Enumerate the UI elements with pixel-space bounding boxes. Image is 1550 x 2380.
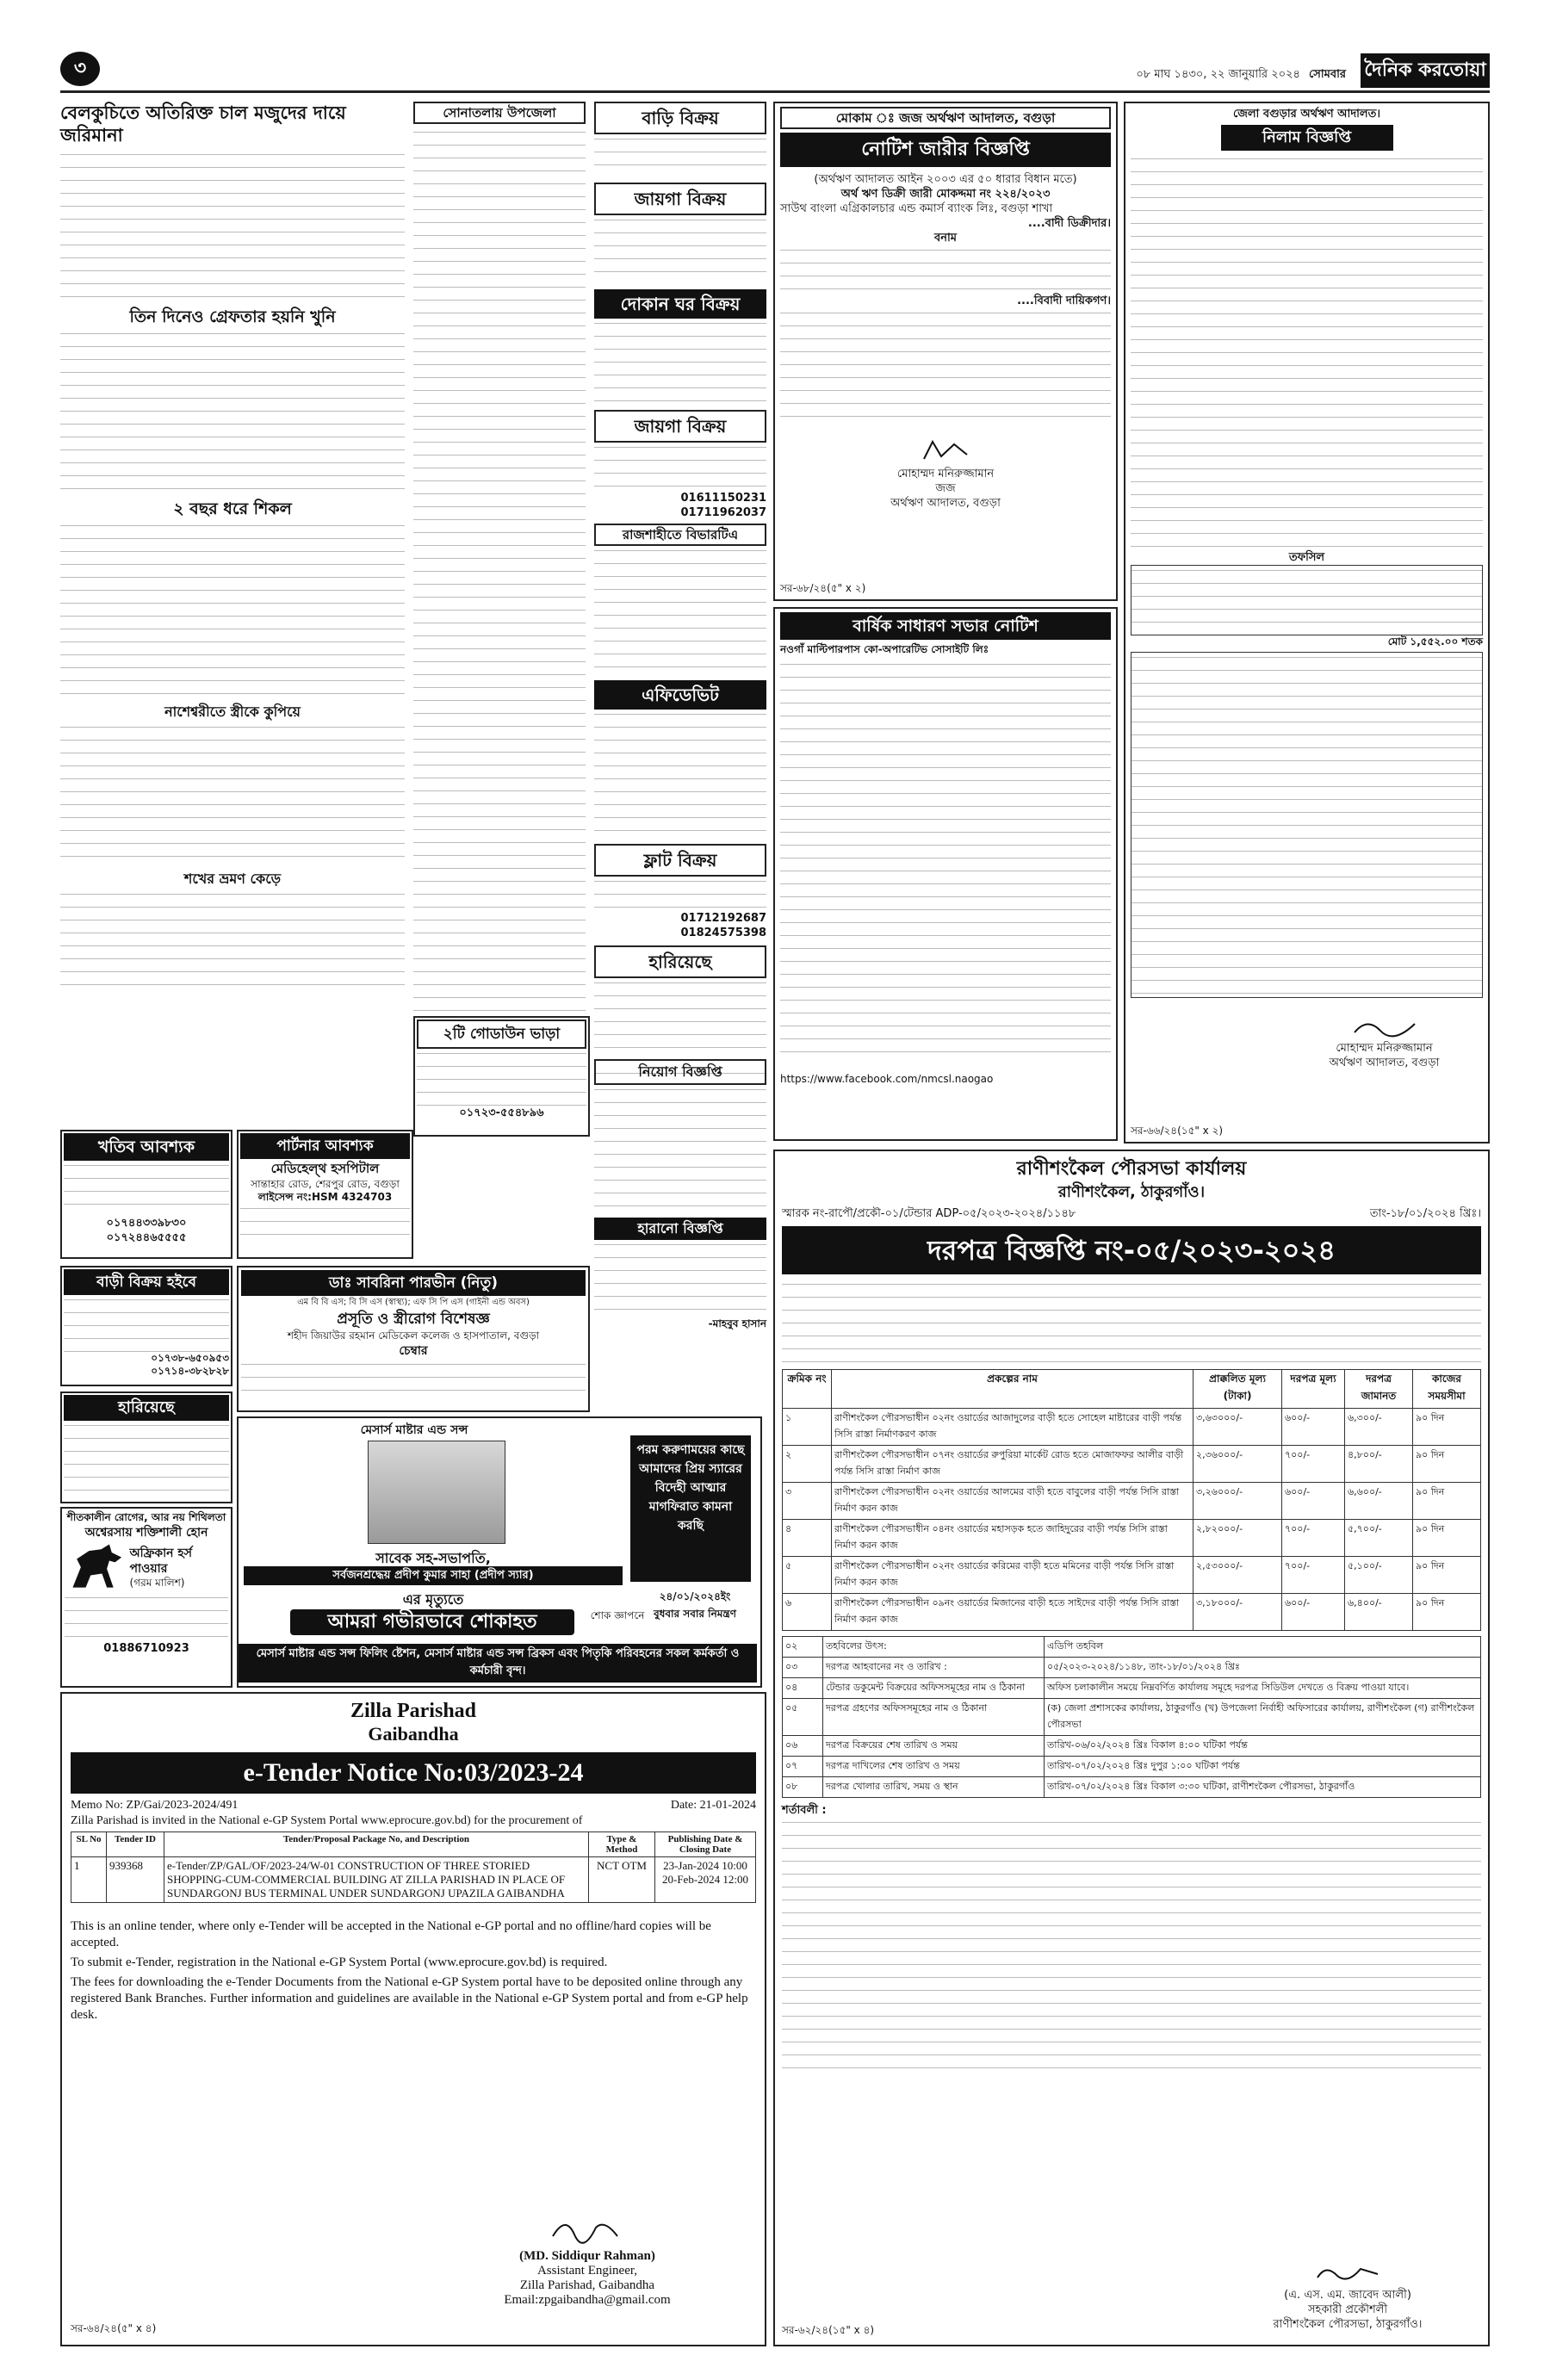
cell: ৪,৮০০/- (1345, 1446, 1413, 1483)
headline-story5: শখের ভ্রমণ কেড়ে (183, 871, 282, 887)
cell: ৯০ দিন (1413, 1446, 1481, 1483)
cell: ৭০০/- (1282, 1520, 1345, 1557)
nilam-top: জেলা বগুড়ার অর্থঋণ আদালত। (1232, 108, 1381, 121)
court-body (780, 245, 1111, 294)
nilam-schedule-body (1131, 652, 1483, 998)
etender-signature-block (441, 2210, 734, 2308)
horse-sub: (গরম মালিশ) (129, 1576, 185, 1589)
nilam-signature-block (1286, 1015, 1483, 1070)
col-header: Type & Method (589, 1832, 655, 1857)
doctor-name: ডাঃ সাবরিনা পারভীন (নিতু) (241, 1270, 586, 1296)
cell: 1 (71, 1857, 107, 1903)
table-row (783, 1594, 1481, 1631)
cell: ৫,৭০০/- (1345, 1520, 1413, 1557)
sign-name: মোহাম্মদ মনিরুজ্জামান (896, 468, 995, 480)
table-row (783, 1637, 1481, 1658)
cell: ৬০০/- (1282, 1483, 1345, 1520)
horse-line2: অশ্বেরসায় শক্তিশালী হোন (84, 1526, 208, 1540)
cell: ৭০০/- (1282, 1446, 1345, 1483)
etender-para3: The fees for downloading the e-Tender Documents from the National e-GP System portal have to be deposited online through any registered Bank Branches. Further information and guidelines are available in the National e-GP System portal and from e-GP help desk. (71, 1975, 748, 2022)
table-header-row (783, 1370, 1481, 1409)
court-decree-holder: ....বাদী ডিক্রীদার। (1027, 217, 1111, 230)
classifieds-column-lower (594, 1059, 766, 1378)
cell: ৬,৪০০/- (1345, 1594, 1413, 1631)
agm-body (780, 660, 1111, 1064)
cell: ৯০ দিন (1413, 1594, 1481, 1631)
cell: e-Tender/ZP/GAL/OF/2023-24/W-01 CONSTRUCTION OF THREE STORIED SHOPPING-CUM-COMMERCIAL BUILDING AT ZILLA PARISHAD IN PLACE OF SUNDARGONJ BUS TERMINAL UNDER SUNDARGONJ UPAZILA GAIBANDHA (164, 1857, 589, 1903)
cell: ৩,১৮০০০/- (1194, 1594, 1282, 1631)
horse-product: অফ্রিকান হর্স পাওয়ার (129, 1546, 192, 1576)
cell: রাণীশংকৈল পৌরসভাধীন ০২নং ওয়ার্ডের করিমের বাড়ী হতে মমিনের বাড়ী পর্যন্ত সিসি রাস্তা নির্মাণ করন কাজ (832, 1557, 1194, 1594)
conditions-title: শর্তাবলী : (782, 1804, 827, 1817)
horse-phone: 01886710923 (103, 1642, 189, 1655)
table-row (71, 1857, 756, 1903)
classifieds-column (594, 102, 766, 1135)
ad-title: হারানো বিজ্ঞপ্তি (594, 1218, 766, 1240)
ad-phone: ০১৭২৪৪৬৫৫৫৫ (106, 1231, 187, 1244)
sign-name: (MD. Siddiqur Rahman) (519, 2249, 655, 2263)
court-case: অর্থ ঋণ ডিক্রী জারী মোকদ্দমা নং ২২৪/২০২৩ (840, 188, 1051, 201)
agm-title: বার্ষিক সাধারণ সভার নোটিশ (780, 612, 1111, 640)
cell: অফিস চলাকালীন সময়ে নিম্নবর্ণিত কার্যালয় সমূহে দরপত্র সিডিউল দেখতে ও বিক্রয় পাওয়া যাবে। (1045, 1678, 1481, 1699)
horse-icon (65, 1541, 130, 1593)
cell: ২ (783, 1446, 832, 1483)
cell: 23-Jan-2024 10:00 20-Feb-2024 12:00 (655, 1857, 756, 1903)
cell: ৭০০/- (1282, 1557, 1345, 1594)
cell: ৪ (783, 1520, 832, 1557)
cell: ৬,৬০০/- (1345, 1483, 1413, 1520)
court-notice (773, 102, 1118, 601)
cell: এডিপি তহবিল (1045, 1637, 1481, 1658)
ad-ref: সর-৬২/২৪(১৫" x ৪) (782, 2324, 875, 2336)
story-body (60, 329, 405, 497)
rajshahi-headline: রাজশাহীতে বিভারটিএ (594, 524, 766, 546)
cell: তারিখ-০৭/০২/২০২৪ খ্রিঃ দুপুর ১:০০ ঘটিকা পর্যন্ত (1045, 1757, 1481, 1777)
ad-phone: ০১৭১৪-৩৮২৮২৮ (151, 1365, 229, 1377)
ad-title: এফিডেভিট (594, 680, 766, 710)
news-column-2 (413, 102, 586, 1032)
cell: ৬০০/- (1282, 1594, 1345, 1631)
court-body (780, 308, 1111, 429)
conditions-body (782, 1818, 1481, 2076)
nilam-schedule-body (1131, 565, 1483, 635)
cell: ০৪ (783, 1678, 823, 1699)
page-number-badge: ৩ (60, 52, 100, 86)
cell: ০২ (783, 1637, 823, 1658)
nilam-body (1131, 154, 1483, 550)
etender-table (71, 1831, 756, 1903)
cell: রাণীশংকৈল পৌরসভাধীন ০২নং ওয়ার্ডের আলমের বাড়ী হতে বাবুলের বাড়ী পর্যন্ত সিসি রাস্তা নির্মাণ করন কাজ (832, 1483, 1194, 1520)
sign-org: Zilla Parishad, Gaibandha (519, 2278, 655, 2292)
story-body (60, 722, 405, 869)
cell: ৩ (783, 1483, 832, 1520)
cell: ২,৩৬০০০/- (1194, 1446, 1282, 1483)
cell: রাণীশংকৈল পৌরসভাধীন ০৪নং ওয়ার্ডের মহাসড়ক হতে জাহিদুরের বাড়ী পর্যন্ত সিসি রাস্তা নির্মাণ করন কাজ (832, 1520, 1194, 1557)
ad-title: হারিয়েছে (64, 1395, 229, 1421)
sign-name: মোহাম্মদ মনিরুজ্জামান (1336, 1042, 1433, 1055)
condolence-ad (237, 1416, 762, 1688)
doctor-degree: এম বি বি এস; বি সি এস (স্বাস্থ্য); এফ সি পি এস (গাইনী এন্ড অবস) (297, 1298, 530, 1307)
story-body (60, 521, 405, 702)
portrait-photo (368, 1441, 505, 1544)
col-header: Tender ID (107, 1832, 164, 1857)
cell: ২,৮২০০০/- (1194, 1520, 1282, 1557)
tender-info-table (782, 1636, 1481, 1798)
cell: তারিখ-০৬/০২/২০২৪ খ্রিঃ বিকাল ৪:০০ ঘটিকা পর্যন্ত (1045, 1736, 1481, 1757)
condolence-bottom: মেসার্স মাষ্টার এন্ড সন্স ফিলিং ষ্টেশন, মেসার্স মাষ্টার এন্ড সন্স ব্রিকস এবং পিতৃকি পরিবহনের সকল কর্মকর্তা ও কর্মচারী বৃন্দ। (239, 1644, 757, 1683)
ad-phone: 01712192687 (680, 912, 766, 925)
ad-partner (237, 1130, 413, 1259)
pourashava-signature-block (1223, 2262, 1472, 2332)
etender-title: e-Tender Notice No:03/2023-24 (71, 1752, 756, 1794)
ad-phone: 01611150231 (680, 492, 766, 505)
signature-mark (920, 437, 971, 463)
ad-body (594, 319, 766, 405)
table-row (783, 1520, 1481, 1557)
etender-org1: Zilla Parishad (350, 1700, 477, 1722)
etender-intro: Zilla Parishad is invited in the National e-GP System Portal www.eprocure.gov.bd) for the procurement of (71, 1814, 583, 1827)
cell: ৫,১০০/- (1345, 1557, 1413, 1594)
story-body (60, 150, 405, 305)
doctor-chamber: চেম্বার (399, 1344, 428, 1358)
ad-title: জায়গা বিক্রয় (594, 183, 766, 215)
cell: দরপত্র দাখিলের শেষ তারিখ ও সময় (823, 1757, 1045, 1777)
headline-story2: তিন দিনেও গ্রেফতার হয়নি খুনি (129, 307, 336, 326)
ad-title: খতিব আবশ্যক (64, 1133, 229, 1161)
sign-role: অর্থঋণ আদালত, বগুড়া (1329, 1057, 1440, 1069)
table-row (783, 1557, 1481, 1594)
nilam-total: মোট ১,৫৫২.০০ শতক (1387, 635, 1483, 648)
cell: ৩,৬৩০০০/- (1194, 1409, 1282, 1446)
pourashava-memo: স্মারক নং-রাপৌ/প্রকৌ-০১/টেন্ডার ADP-০৫/২০২৩-২০২৪/১১৪৮ (782, 1207, 1076, 1220)
cell: ৯০ দিন (1413, 1520, 1481, 1557)
ad-title: পার্টনার আবশ্যক (240, 1133, 410, 1159)
page-header (60, 50, 1490, 93)
table-row (783, 1409, 1481, 1446)
auction-notice (1124, 102, 1490, 1144)
cell: NCT OTM (589, 1857, 655, 1903)
ad-title: বাড়ি বিক্রয় (594, 102, 766, 134)
col-header: Tender/Proposal Package No, and Description (164, 1832, 589, 1857)
col-header: কাজের সময়সীমা (1413, 1370, 1481, 1409)
ad-phone: 01824575398 (680, 927, 766, 939)
ad-hariyeche (60, 1391, 232, 1503)
cell: ৩,২৬০০০/- (1194, 1483, 1282, 1520)
ad-body (64, 1161, 229, 1216)
cell: ২,৫৩০০০/- (1194, 1557, 1282, 1594)
header-date: ০৮ মাঘ ১৪৩০, ২২ জানুয়ারি ২০২৪ (1136, 68, 1300, 81)
header-day: সোমবার (1309, 68, 1347, 81)
signature-mark (1313, 2262, 1382, 2284)
agm-org: নওগাঁ মাল্টিপারপাস কো-অপারেটিভ সোসাইটি লিঃ (780, 643, 989, 655)
col-header: দরপত্র মূল্য (1282, 1370, 1345, 1409)
ad-title: বাড়ী বিক্রয় হইবে (64, 1269, 229, 1295)
court-signature-block (780, 437, 1111, 511)
nilam-title: নিলাম বিজ্ঞপ্তি (1221, 125, 1393, 151)
sign-role: সহকারী প্রকৌশলী (1307, 2303, 1388, 2316)
col-header: প্রকল্পের নাম (832, 1370, 1194, 1409)
pourashava-title: দরপত্র বিজ্ঞপ্তি নং-০৫/২০২৩-২০২৪ (782, 1226, 1481, 1274)
etender-memo: Memo No: ZP/Gai/2023-2024/491 (71, 1799, 239, 1812)
condolence-mid: এর মৃত্যুতে (402, 1591, 464, 1608)
col-header: দরপত্র জামানত (1345, 1370, 1413, 1409)
ad-body (594, 710, 766, 839)
sign-email: Email:zpgaibandha@gmail.com (504, 2293, 671, 2307)
etender-para2: To submit e-Tender, registration in the National e-GP System Portal (www.eprocure.gov.bd) is required. (71, 1955, 608, 1969)
cell: ০৩ (783, 1658, 823, 1678)
etender-date: Date: 21-01-2024 (670, 1799, 756, 1812)
table-row (783, 1736, 1481, 1757)
col-header: SL No (71, 1832, 107, 1857)
cell: ০৮ (783, 1777, 823, 1798)
condolence-name: সর্বজনশ্রদ্ধেয় প্রদীপ কুমার সাহা (প্রদীপ স্যার) (244, 1566, 623, 1585)
col-header: প্রাক্কলিত মূল্য (টাকা) (1194, 1370, 1282, 1409)
cell: রাণীশংকৈল পৌরসভাধীন ০৯নং ওয়ার্ডের মিজানের বাড়ী হতে সাইদের বাড়ী পর্যন্ত সিসি রাস্তা নির্মাণ করন কাজ (832, 1594, 1194, 1631)
table-row (783, 1757, 1481, 1777)
cell: ০৭ (783, 1757, 823, 1777)
cell: ৯০ দিন (1413, 1483, 1481, 1520)
ad-title: ২টি গোডাউন ভাড়া (417, 1020, 586, 1049)
ad-ref: সর-৬৪/২৪(৫" x ৪) (71, 2322, 157, 2334)
nilam-section: তফসিল (1288, 551, 1325, 564)
cell: ৫ (783, 1557, 832, 1594)
condolence-date: ২৪/০১/২০২৪ইং (659, 1590, 731, 1602)
ad-body (594, 134, 766, 177)
sign-role: অর্থঋণ আদালত, বগুড়া (890, 497, 1001, 510)
court-title: নোটিশ জারীর বিজ্ঞপ্তি (780, 133, 1111, 167)
ad-body (594, 443, 766, 491)
ad-phone: 01711962037 (680, 506, 766, 519)
court-bank: সাউথ বাংলা এগ্রিকালচার এন্ড কমার্স ব্যাংক লিঃ, বগুড়া শাখা (780, 202, 1053, 215)
sign-name: (এ. এস. এম. জাবেদ আলী) (1284, 2289, 1411, 2302)
ad-horse-power (60, 1507, 232, 1688)
condolence-company: মেসার্স মাষ্টার এন্ড সন্স (360, 1423, 468, 1437)
table-row (783, 1777, 1481, 1798)
headline-lead: বেলকুচিতে অতিরিক্ত চাল মজুদের দায়ে জরিমানা (60, 102, 346, 146)
headline-story4: নাশেশ্বরীতে স্ত্রীকে কুপিয়ে (164, 703, 301, 720)
ad-title: হারিয়েছে (594, 945, 766, 978)
cell: রাণীশংকৈল পৌরসভাধীন ০৭নং ওয়ার্ডের রুপুরিয়া মার্কেট রোড হতে মোজাফফর আলীর বাড়ী পর্যন্ত সিসি রাস্তা নির্মাণ কাজ (832, 1446, 1194, 1483)
ad-body (594, 215, 766, 284)
story-body (413, 127, 586, 1023)
condolence-big: আমরা গভীরভাবে শোকাহত (290, 1609, 574, 1635)
etender-org2: Gaibandha (368, 1723, 459, 1745)
doctor-specialty: প্রসূতি ও স্ত্রীরোগ বিশেষজ্ঞ (337, 1311, 490, 1328)
cell: 939368 (107, 1857, 164, 1903)
table-row (783, 1699, 1481, 1736)
headline-story3: ২ বছর ধরে শিকল (173, 499, 292, 518)
signature-mark (549, 2210, 626, 2245)
court-law: (অর্থঋণ আদালত আইন ২০০৩ এর ৫০ ধারার বিধান মতে) (814, 173, 1077, 186)
pourashava-addr: রাণীশংকৈল, ঠাকুরগাঁও। (1057, 1183, 1206, 1201)
ad-title: জায়গা বিক্রয় (594, 410, 766, 443)
ad-title: ফ্লাট বিক্রয় (594, 844, 766, 877)
masthead-logo: দৈনিক করতোয়া (1361, 53, 1490, 88)
pourashava-org: রাণীশংকৈল পৌরসভা কার্যালয় (1016, 1158, 1247, 1180)
court-top: মোকাম ঃ জজ অর্থঋণ আদালত, বগুড়া (780, 107, 1111, 129)
condolence-sok: শোক জ্ঞাপনে (590, 1609, 645, 1621)
pourashava-date: তাং-১৮/০১/২০২৪ খ্রিঃ। (1369, 1207, 1481, 1220)
ad-phone: ০১৭৪৪৩৩৯৮৩০ (106, 1217, 187, 1230)
cell: ০৬ (783, 1736, 823, 1757)
etender-para1: This is an online tender, where only e-Tender will be accepted in the National e-GP portal and no offline/hard copies will be accepted. (71, 1919, 711, 1949)
ad-khatib (60, 1130, 232, 1259)
ad-godown (413, 1016, 590, 1137)
ad-body (594, 877, 766, 911)
ad-body (241, 1360, 586, 1398)
headline-col2: সোনাতলায় উপজেলা (413, 102, 586, 124)
ad-body (64, 1295, 229, 1352)
etender-notice (60, 1692, 766, 2346)
cell: ০৫/২০২৩-২০২৪/১১৪৮, তাং-১৮/০১/২০২৪ খ্রিঃ (1045, 1658, 1481, 1678)
doctor-ad (237, 1266, 590, 1412)
table-row (783, 1678, 1481, 1699)
table-row (783, 1446, 1481, 1483)
ad-body (417, 1049, 586, 1106)
cell: ৬ (783, 1594, 832, 1631)
recruitment-heading: নিয়োগ বিজ্ঞপ্তি (594, 1059, 766, 1085)
partner-license: লাইসেন্স নং:HSM 4324703 (257, 1191, 393, 1203)
ad-body (240, 1204, 410, 1238)
table-header-row (71, 1832, 756, 1857)
cell: ৯০ দিন (1413, 1557, 1481, 1594)
cell: ৯০ দিন (1413, 1409, 1481, 1446)
ad-phone: ০১৭২৩-৫৫৪৮৯৬ (459, 1106, 544, 1119)
ad-body (65, 1593, 228, 1641)
ad-signature: -মাহবুব হাসান (708, 1317, 766, 1329)
horse-line1: শীতকালীন রোগের, আর নয় শিথিলতা (66, 1511, 226, 1523)
sign-role: Assistant Engineer, (536, 2264, 638, 2278)
cell: টেন্ডার ডকুমেন্ট বিক্রয়ের অফিসসমূহের নাম ও ঠিকানা (823, 1678, 1045, 1699)
cell: ০৫ (783, 1699, 823, 1736)
cell: ৬০০/- (1282, 1409, 1345, 1446)
court-debtor: ....বিবাদী দায়িকগণ। (1017, 294, 1111, 307)
news-column-1 (60, 102, 405, 1128)
cell: তারিখ-০৭/০২/২০২৪ খ্রিঃ বিকাল ৩:৩০ ঘটিকা, রাণীশংকৈল পৌরসভা, ঠাকুরগাঁও (1045, 1777, 1481, 1798)
partner-address: সান্তাহার রোড, শেরপুর রোড, বগুড়া (251, 1178, 400, 1190)
cell: তহবিলের উৎস: (823, 1637, 1045, 1658)
condolence-invite: বুধবার সবার নিমন্ত্রণ (653, 1608, 737, 1620)
ad-ref: সর-৬৬/২৪(১৫" x ২) (1131, 1125, 1224, 1137)
signature-mark (1350, 1015, 1419, 1038)
partner-org: মেডিহেল্থ হসপিটাল (270, 1161, 380, 1176)
cell: দরপত্র আহবানের নং ও তারিখ : (823, 1658, 1045, 1678)
col-header: ক্রমিক নং (783, 1370, 832, 1409)
ad-ref: সর-৬৮/২৪(৫" x ২) (780, 582, 866, 594)
col-header: Publishing Date & Closing Date (655, 1832, 756, 1857)
sign-org: রাণীশংকৈল পৌরসভা, ঠাকুরগাঁও। (1273, 2318, 1423, 2331)
cell: দরপত্র গ্রহণের অফিসসমূহের নাম ও ঠিকানা (823, 1699, 1045, 1736)
agm-notice (773, 607, 1118, 1141)
cell: (ক) জেলা প্রশাসকের কার্যালয়, ঠাকুরগাঁও (খ) উপজেলা নির্বাহী অফিসারের কার্যালয়, রাণীশংকৈল (গ) রাণীশংকৈল পৌরসভা (1045, 1699, 1481, 1736)
cell: ১ (783, 1409, 832, 1446)
ad-body (594, 1240, 766, 1317)
cell: রাণীশংকৈল পৌরসভাধীন ০২নং ওয়ার্ডের আজাদুলের বাড়ী হতে সোহেল মাষ্টারের বাড়ী পর্যন্ত সিসি রাস্তা নির্মাণকরণ কাজ (832, 1409, 1194, 1446)
ad-title: দোকান ঘর বিক্রয় (594, 289, 766, 319)
sign-role: জজ (935, 482, 956, 495)
story-body (60, 889, 405, 993)
cell: দরপত্র বিক্রয়ের শেষ তারিখ ও সময় (823, 1736, 1045, 1757)
table-row (783, 1658, 1481, 1678)
table-row (783, 1483, 1481, 1520)
agm-web: https://www.facebook.com/nmcsl.naogao (780, 1073, 994, 1085)
pourashava-tender (773, 1150, 1490, 2346)
cell: দরপত্র খোলার তারিখ, সময় ও স্থান (823, 1777, 1045, 1798)
ad-body (64, 1421, 229, 1498)
doctor-hospital: শহীদ জিয়াউর রহমান মেডিকেল কলেজ ও হাসপাতাল, বগুড়া (287, 1329, 540, 1342)
court-versus: বনাম (934, 232, 957, 245)
condolence-right-box: পরম করুণাময়ের কাছে আমাদের প্রিয় স্যারের বিদেহী আত্মার মাগফিরাত কামনা করছি (630, 1435, 751, 1582)
story-body (594, 546, 766, 675)
pourashava-intro (782, 1280, 1481, 1366)
project-table (782, 1369, 1481, 1631)
ad-phone: ০১৭৩৮-৬৫০৯৫৩ (151, 1352, 229, 1364)
ad-body (594, 1085, 766, 1214)
condolence-role: সাবেক সহ-সভাপতি, (375, 1550, 491, 1566)
cell: ৬,৩০০/- (1345, 1409, 1413, 1446)
ad-bari-bikroy (60, 1266, 232, 1386)
